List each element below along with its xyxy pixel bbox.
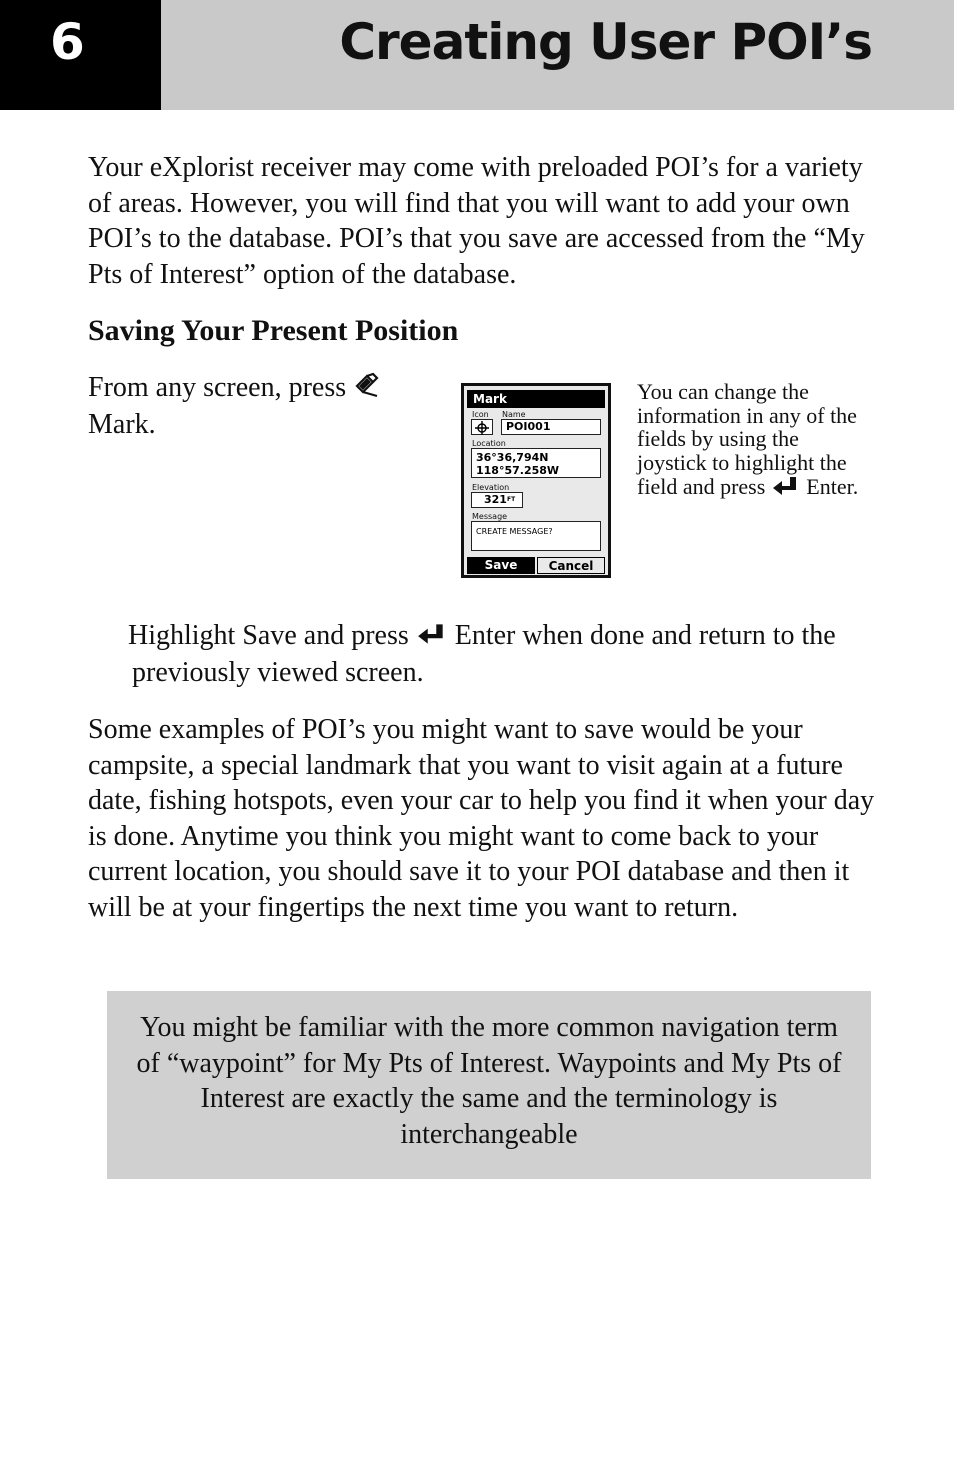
elevation-field[interactable] bbox=[471, 492, 523, 508]
note-text: You might be familiar with the more common navigation term of “waypoint” for My Pts of Interest. Waypoints and My Pts of Interest are exactly the same and the terminology is interchangeable bbox=[136, 1012, 842, 1150]
caption-text: You can change the information in any of the fields by using the joystick to highlight the field and press bbox=[637, 379, 857, 499]
highlight-save-paragraph bbox=[128, 618, 898, 691]
chapter-number: 6 bbox=[50, 13, 85, 71]
examples-paragraph: Some examples of POI’s you might want to save would be your campsite, a special landmark that you want to visit again at a future date, fishing hotspots, even your car to help you find it when your day is done. Anytime you think you might want to come back to your current location, you should save it to your POI database and then it will be at your fingertips the next time you want to return. bbox=[88, 714, 875, 923]
press-mark-text: From any screen, press bbox=[88, 372, 347, 403]
crosshair-icon bbox=[475, 425, 489, 438]
enter-icon bbox=[416, 620, 448, 656]
poi-icon-field[interactable] bbox=[471, 419, 493, 435]
highlight-continuation: previously viewed screen. bbox=[132, 657, 424, 689]
screen-title: Mark bbox=[467, 390, 605, 408]
section-heading: Saving Your Present Position bbox=[88, 314, 459, 347]
press-mark-paragraph bbox=[88, 370, 418, 443]
name-field[interactable]: POI001 bbox=[501, 419, 601, 435]
save-button[interactable]: Save bbox=[467, 557, 535, 574]
latitude-value: 36°36,794N bbox=[476, 451, 549, 464]
location-field-label: Location bbox=[472, 439, 506, 448]
elevation-value: 321 bbox=[484, 493, 507, 506]
highlight-text: Highlight Save and press bbox=[128, 620, 409, 651]
intro-paragraph: Your eXplorist receiver may come with preloaded POI’s for a variety of areas. However, you will find that you will want to add your own POI’s to the database. POI’s that you save are accessed from the “My Pts of Interest” option of the database. bbox=[88, 152, 865, 290]
elevation-unit: FT bbox=[506, 496, 516, 503]
longitude-value: 118°57.258W bbox=[476, 464, 560, 477]
device-screen bbox=[464, 386, 608, 575]
location-field[interactable] bbox=[471, 448, 601, 478]
highlight-enter-text: Enter when done and return to the bbox=[454, 620, 836, 651]
elevation-field-label: Elevation bbox=[472, 483, 510, 492]
chapter-header bbox=[0, 0, 954, 110]
chapter-number-box bbox=[0, 0, 161, 110]
message-field-label: Message bbox=[472, 512, 508, 521]
chapter-title: Creating User POI’s bbox=[339, 13, 872, 71]
note-box bbox=[107, 991, 871, 1179]
caption-enter-label: Enter. bbox=[806, 473, 859, 499]
name-field-label: Name bbox=[502, 410, 526, 419]
gps-mark-screenshot bbox=[461, 383, 611, 578]
enter-icon bbox=[771, 475, 801, 502]
cancel-button[interactable]: Cancel bbox=[537, 557, 605, 574]
mark-icon bbox=[353, 372, 381, 408]
icon-field-label: Icon bbox=[472, 410, 489, 419]
press-mark-label: Mark. bbox=[88, 409, 156, 441]
message-field[interactable]: CREATE MESSAGE? bbox=[471, 521, 601, 551]
screen-caption bbox=[637, 380, 862, 502]
